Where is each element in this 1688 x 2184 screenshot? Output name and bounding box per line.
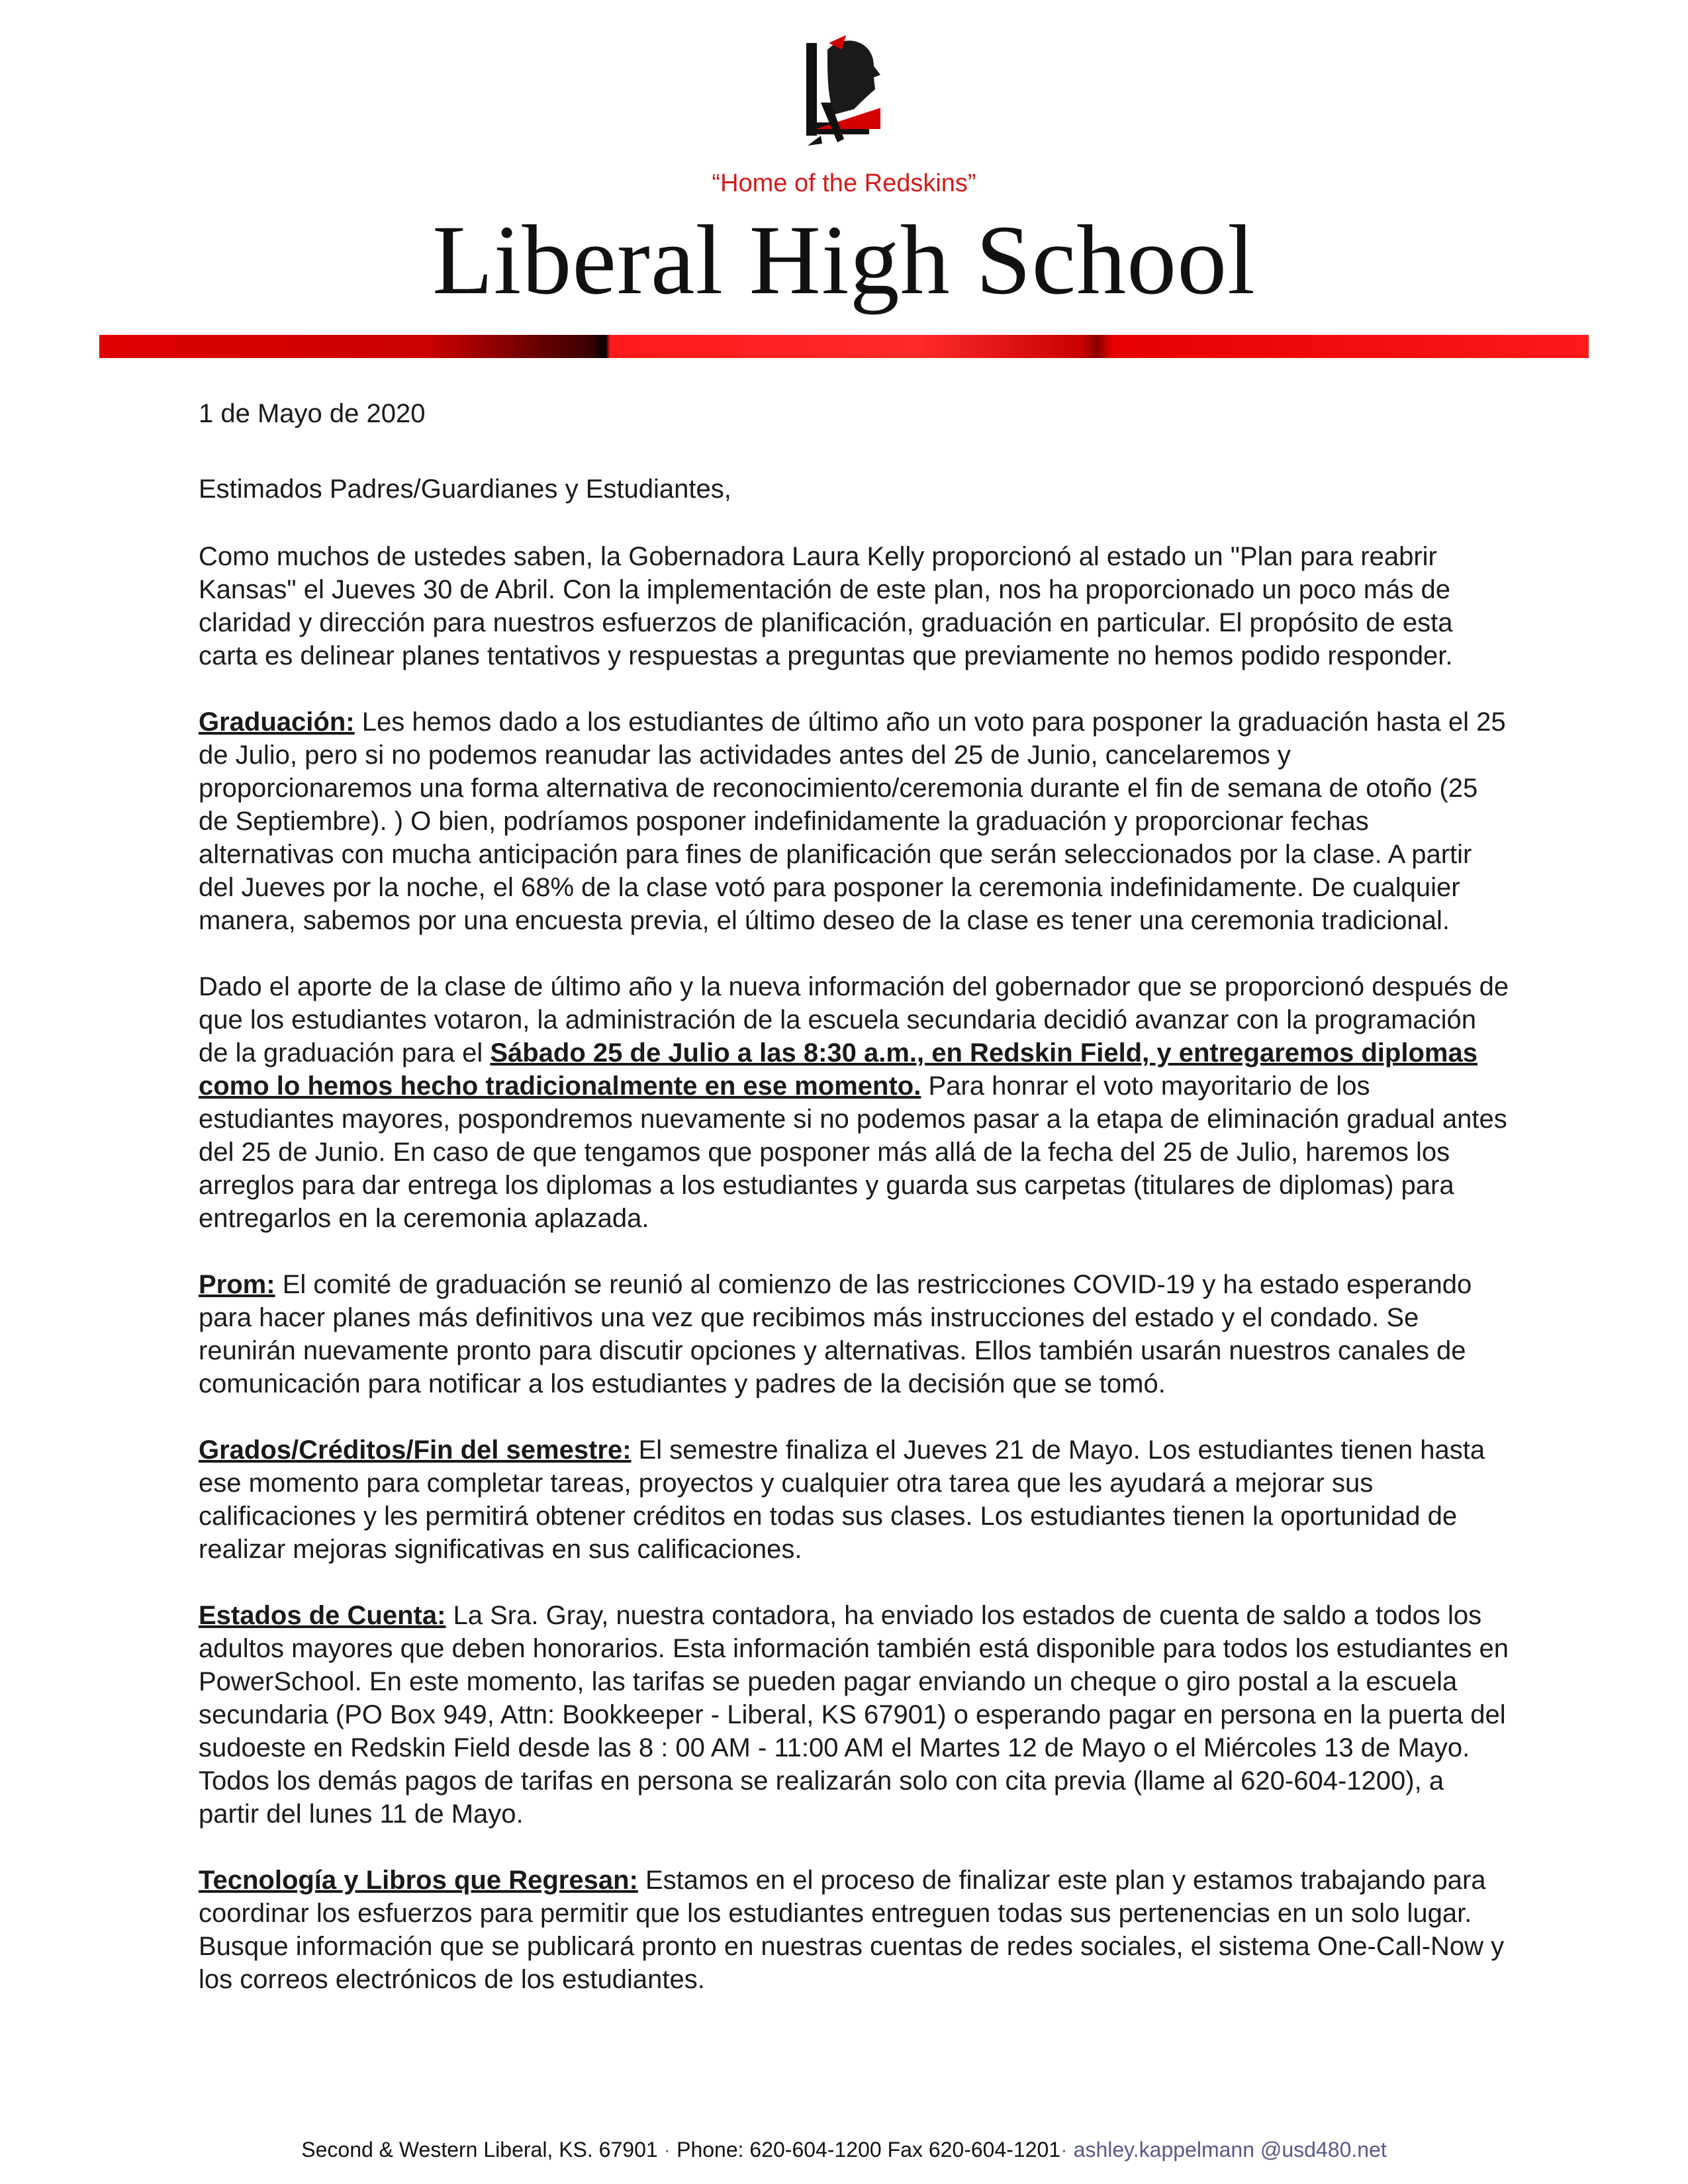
footer-phone: Phone: 620-604-1200 Fax 620-604-1201: [677, 2138, 1061, 2161]
grades-heading: Grados/Créditos/Fin del semestre:: [199, 1435, 632, 1465]
footer-email-link[interactable]: ashley.kappelmann @usd480.net: [1073, 2138, 1387, 2161]
prom-body: El comité de graduación se reunió al comienzo de las restricciones COVID-19 y ha estado esperando para hacer planes más definitivos una vez que recibimos más instrucciones del estado y el condado. Se reunirán nuevamente pronto para discutir opciones y alternativas. Ellos también usarán nuestros canales de comunicación para notificar a los estudiantes y padres de la decisión que se tomó.: [199, 1270, 1472, 1398]
graduation-body: Les hemos dado a los estudiantes de último año un voto para posponer la graduación hasta el 25 de Julio, pero si no podemos reanudar las actividades antes del 25 de Junio, cancelaremos y proporcionaremos una forma alternativa de reconocimiento/ceremonia durante el fin de semana de otoño (25 de Septiembre). ) O bien, podríamos posponer indefinidamente la graduación y proporcionar fechas alternativas con mucha anticipación para fines de planificación que serán seleccionados por la clase. A partir del Jueves por la noche, el 68% de la clase votó para posponer la ceremonia indefinidamente. De cualquier manera, sabemos por una encuesta previa, el último deseo de la clase es tener una ceremonia tradicional.: [199, 707, 1506, 935]
decision-emphasis: Sábado 25 de Julio a las 8:30 a.m., en Redskin Field, y entregaremos diplomas como lo hemos hecho tradicionalmente en ese momento.: [199, 1038, 1477, 1101]
grades-paragraph: [199, 1433, 1509, 1566]
grades-body: El semestre finaliza el Jueves 21 de Mayo. Los estudiantes tienen hasta ese momento para completar tareas, proyectos y cualquier otra tarea que les ayudará a mejorar sus calificaciones y les permitirá obtener créditos en todas sus clases. Los estudiantes tienen la oportunidad de realizar mejoras significativas en sus calificaciones.: [199, 1435, 1485, 1564]
letter-body: [199, 397, 1509, 2029]
statements-heading: Estados de Cuenta:: [199, 1601, 446, 1630]
footer-address: Second & Western Liberal, KS. 67901: [301, 2138, 658, 2161]
decision-text-after: Para honrar el voto mayoritario de los estudiantes mayores, pospondremos nuevamente si no podemos pasar a la etapa de eliminación gradual antes del 25 de Junio. En caso de que tengamos que posponer más allá de la fecha del 25 de Julio, haremos los arreglos para dar entrega los diplomas a los estudiantes y guarda sus carpetas (titulares de diplomas) para entregarlos en la ceremonia aplazada.: [199, 1071, 1507, 1233]
redskin-head-logo-icon: [781, 30, 900, 156]
statements-body: La Sra. Gray, nuestra contadora, ha enviado los estados de cuenta de saldo a todos los adultos mayores que deben honorarios. Esta información también está disponible para todos los estudiantes en PowerSchool. En este momento, las tarifas se pueden pagar enviando un cheque o giro postal a la escuela secundaria (PO Box 949, Attn: Bookkeeper - Liberal, KS 67901) o esperando pagar en persona en la puerta del sudoeste en Redskin Field desde las 8 : 00 AM - 11:00 AM el Martes 12 de Mayo o el Miércoles 13 de Mayo. Todos los demás pagos de tarifas en persona se realizarán solo con cita previa (llame al 620-604-1200), a partir del lunes 11 de Mayo.: [199, 1601, 1509, 1829]
page-footer: [0, 2138, 1688, 2162]
intro-paragraph: Como muchos de ustedes saben, la Gobernadora Laura Kelly proporcionó al estado un "Plan para reabrir Kansas" el Jueves 30 de Abril. Con la implementación de este plan, nos ha proporcionado un poco más de claridad y dirección para nuestros esfuerzos de planificación, graduación en particular. El propósito de esta carta es delinear planes tentativos y respuestas a preguntas que previamente no hemos podido responder.: [199, 542, 1453, 670]
prom-heading: Prom:: [199, 1270, 275, 1299]
prom-paragraph: [199, 1268, 1509, 1400]
school-name: Liberal High School: [432, 205, 1256, 315]
school-motto: “Home of the Redskins”: [712, 169, 976, 197]
graduation-paragraph: [199, 705, 1509, 937]
decision-text-before: Dado el aporte de la clase de último año y la nueva información del gobernador que se proporcionó después de que los estudiantes votaron, la administración de la escuela secundaria decidió avanzar con la programación de la graduación para el: [199, 972, 1509, 1068]
footer-separator-2: ·: [1060, 2138, 1068, 2161]
technology-body: Estamos en el proceso de finalizar este plan y estamos trabajando para coordinar los esfuerzos para permitir que los estudiantes entreguen todas sus pertenencias en un solo lugar. Busque información que se publicará pronto en nuestras cuentas de redes sociales, el sistema One-Call-Now y los correos electrónicos de los estudiantes.: [199, 1866, 1505, 1994]
decision-paragraph: [199, 970, 1509, 1235]
letter-salutation: Estimados Padres/Guardianes y Estudiantes,: [199, 475, 731, 504]
letter-date: 1 de Mayo de 2020: [199, 399, 426, 428]
technology-paragraph: [199, 1864, 1509, 1996]
header-divider: [99, 335, 1589, 358]
statements-paragraph: [199, 1599, 1509, 1831]
technology-heading: Tecnología y Libros que Regresan:: [199, 1866, 638, 1895]
footer-separator: ·: [663, 2138, 671, 2161]
graduation-heading: Graduación:: [199, 707, 355, 737]
